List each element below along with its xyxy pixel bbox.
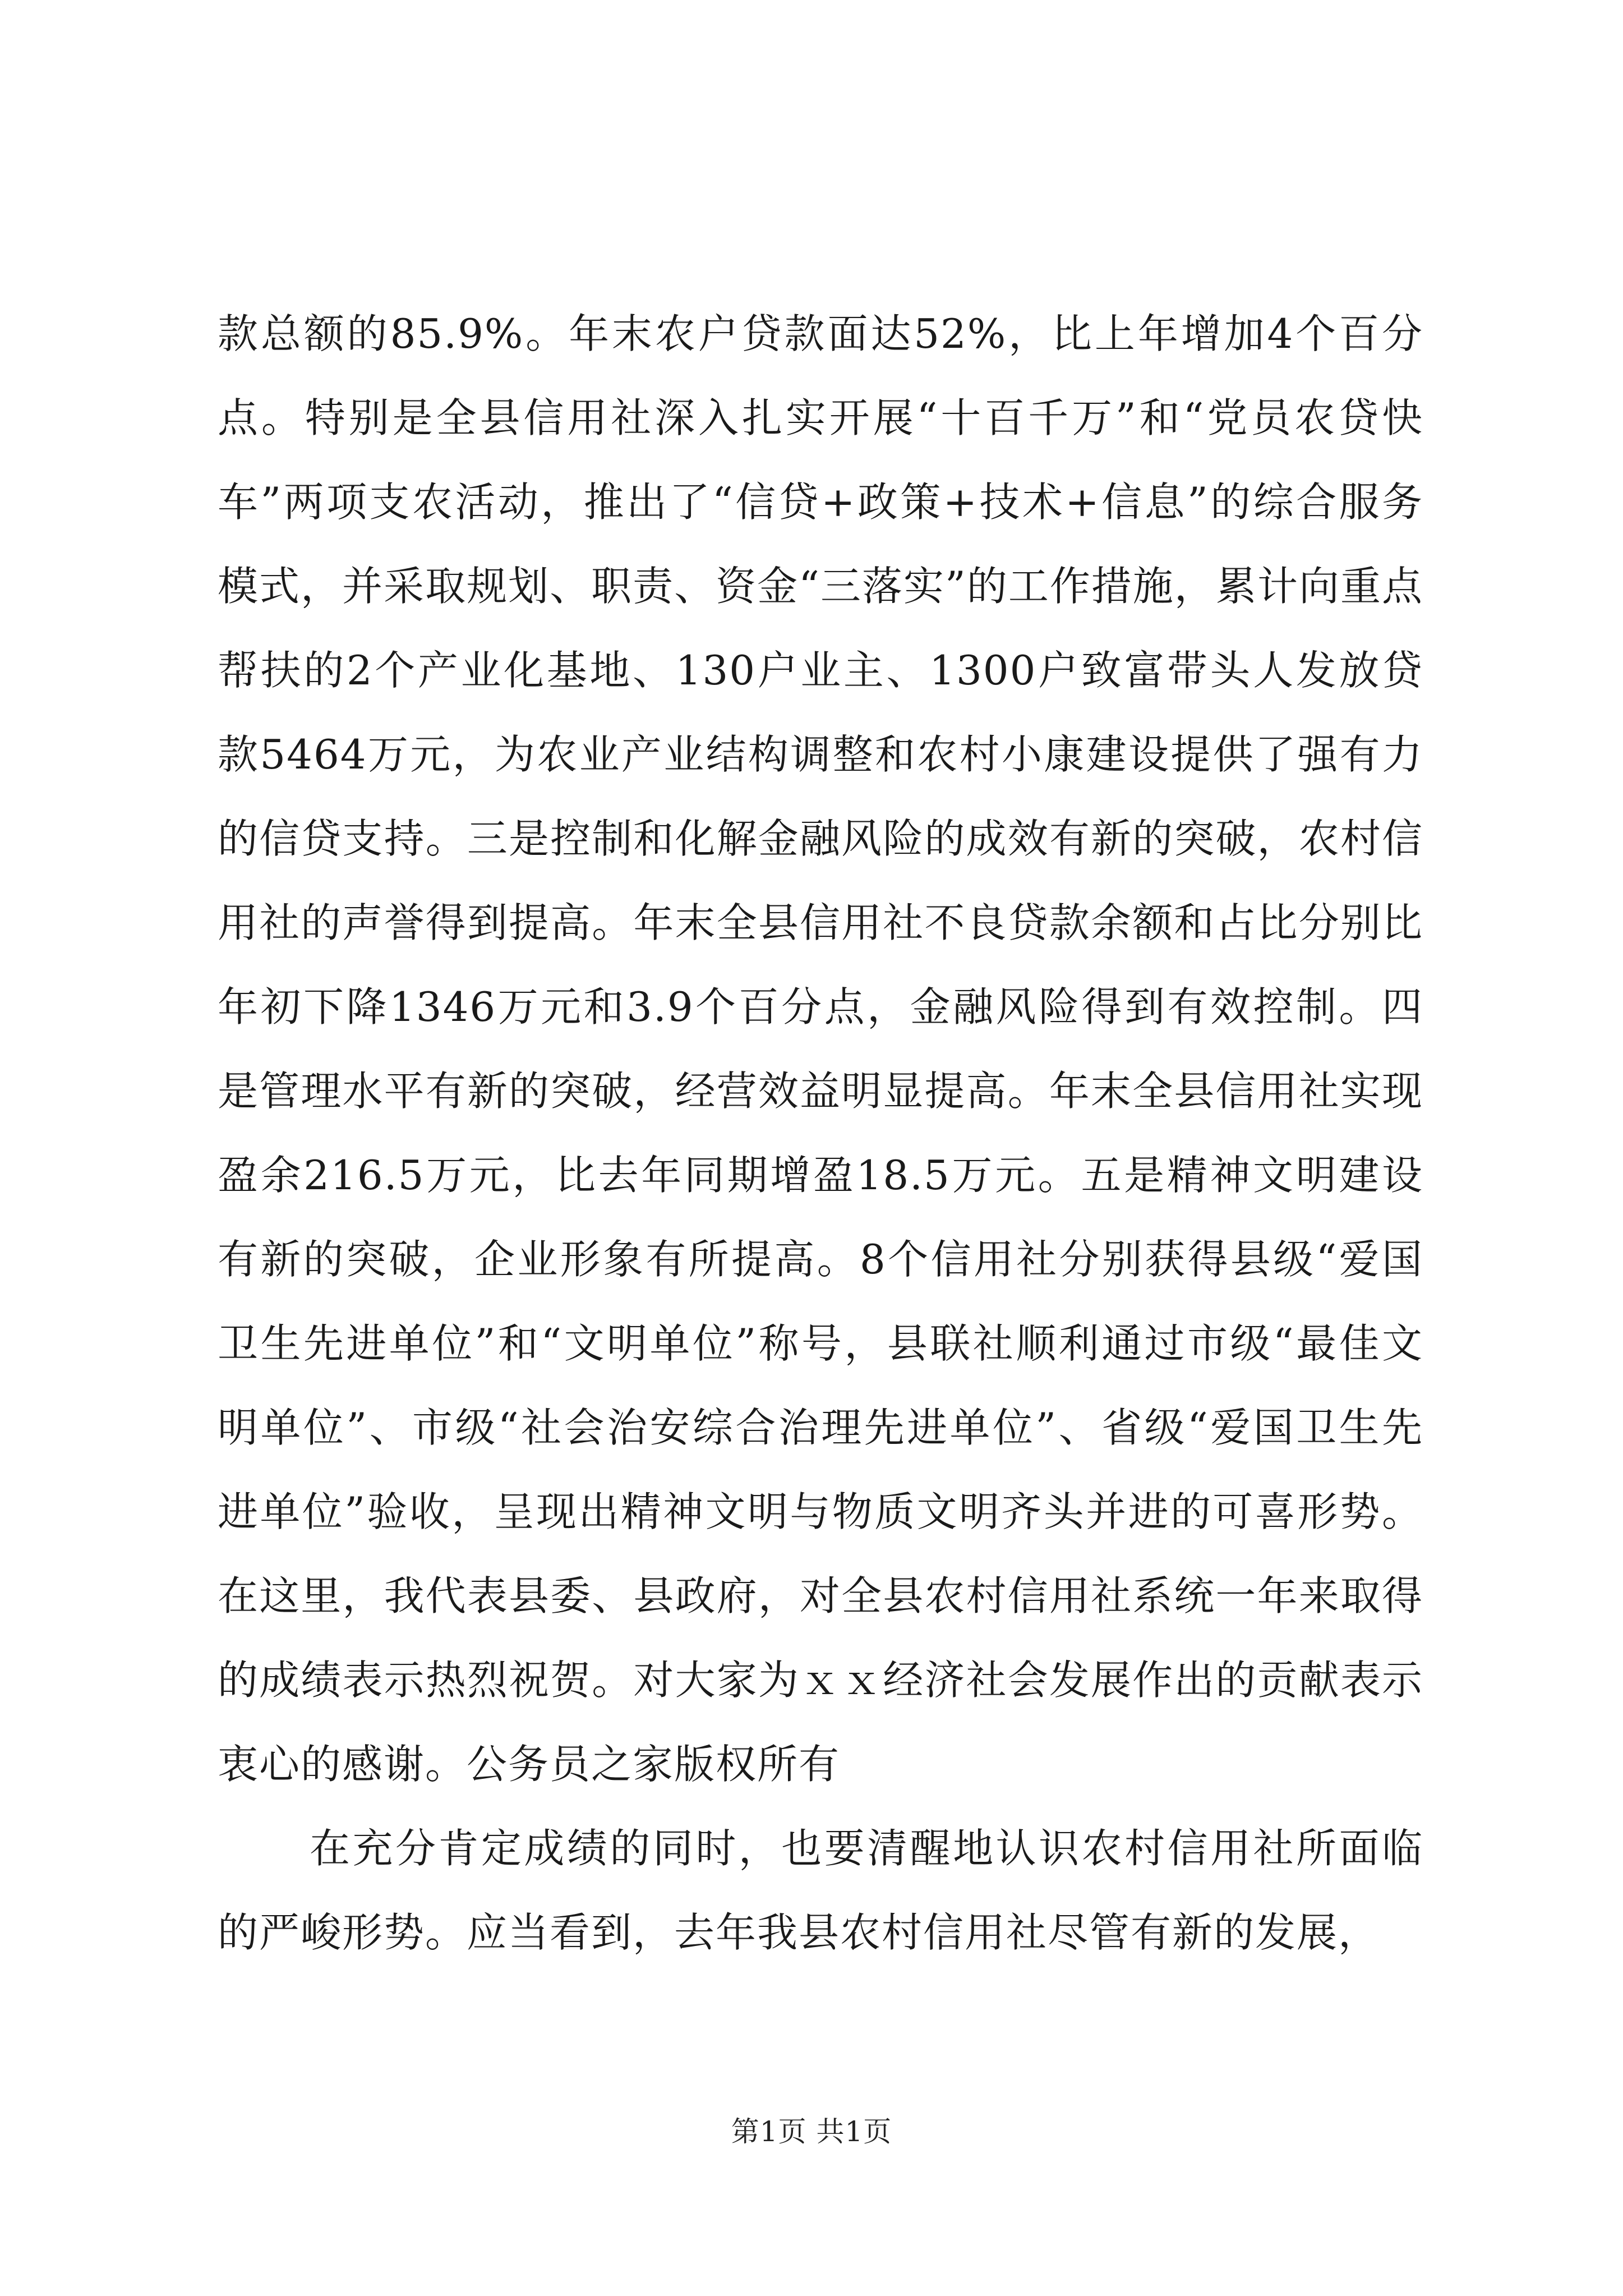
paragraph-achievements: 款总额的85.9%。年末农户贷款面达52%，比上年增加4个百分点。特别是全县信用社深入扎实开展“十百千万”和“党员农贷快车”两项支农活动，推出了“信贷+政策+技术+信息”的综合服务模式，并采取规划、职责、资金“三落实”的工作措施，累计向重点帮扶的2个产业化基地、130户业主、1300户致富带头人发放贷款5464万元，为农业产业结构调整和农村小康建设提供了强有力的信贷支持。三是控制和化解金融风险的成效有新的突破，农村信用社的声誉得到提高。年末全县信用社不良贷款余额和占比分别比年初下降1346万元和3.9个百分点，金融风险得到有效控制。四是管理水平有新的突破，经营效益明显提高。年末全县信用社实现盈余216.5万元，比去年同期增盈18.5万元。五是精神文明建设有新的突破，企业形象有所提高。8个信用社分别获得县级“爱国卫生先进单位”和“文明单位”称号，县联社顺利通过市级“最佳文明单位”、市级“社会治安综合治理先进单位”、省级“爱国卫生先进单位”验收，呈现出精神文明与物质文明齐头并进的可喜形势。在这里，我代表县委、县政府，对全县农村信用社系统一年来取得的成绩表示热烈祝贺。对大家为ｘｘ经济社会发展作出的贡献表示衷心的感谢。公务员之家版权所有 — [218, 310, 1423, 1788]
document-body — [218, 292, 1423, 1975]
page-footer: 第1页 共1页 — [731, 2115, 892, 2148]
paragraph-challenges: 在充分肯定成绩的同时，也要清醒地认识农村信用社所面临的严峻形势。应当看到，去年我县农村信用社尽管有新的发展， — [218, 1825, 1423, 1956]
